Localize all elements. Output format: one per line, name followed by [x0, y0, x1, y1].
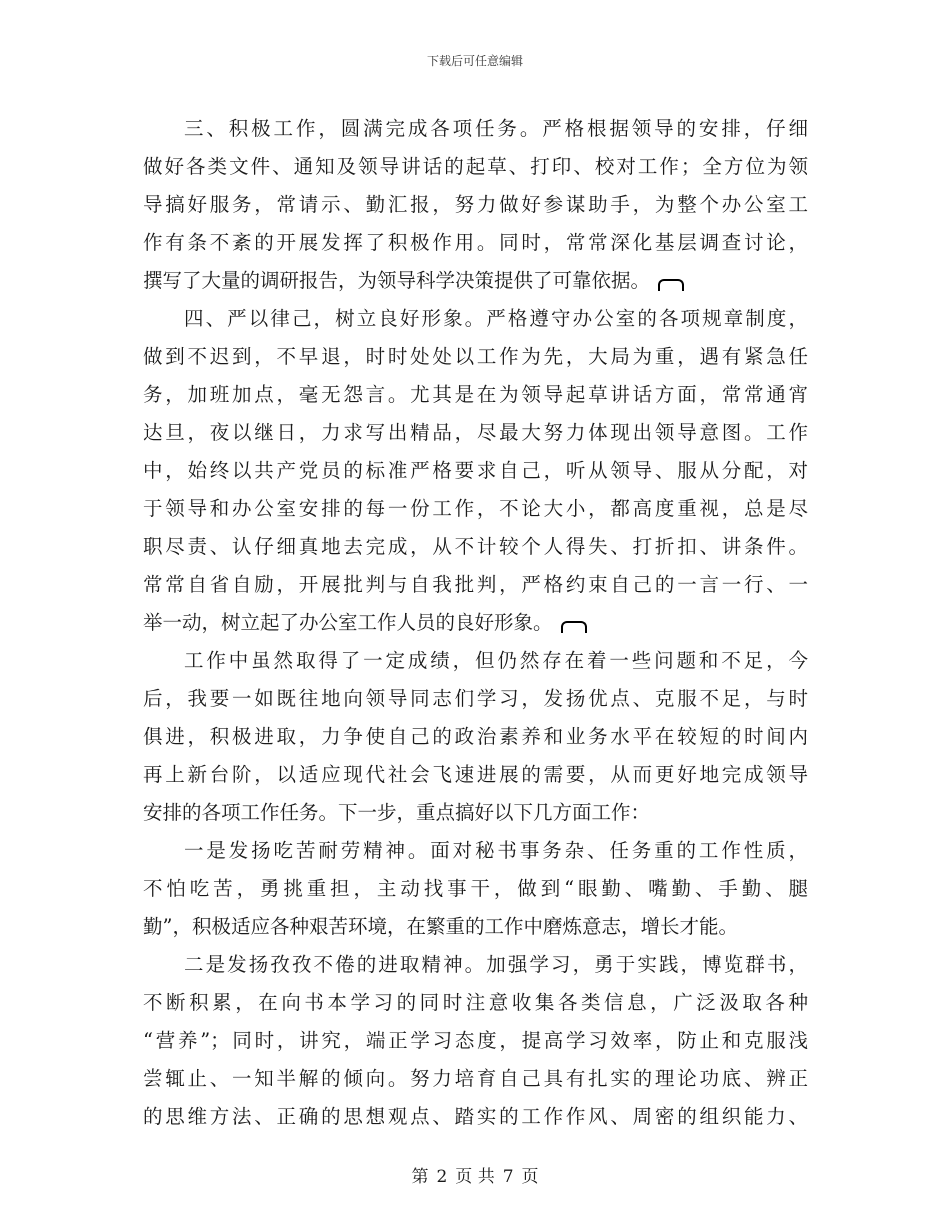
paragraph-mark-icon [658, 279, 684, 291]
text-line: “营养”；同时，讲究，端正学习态度，提高学习效率，防止和克服浅 [143, 1029, 808, 1052]
text-line-last [143, 604, 808, 642]
text-line: 的思维方法、正确的思想观点、踏实的工作作风、周密的组织能力、 [143, 1105, 808, 1128]
page-header: 下载后可任意编辑 [426, 54, 523, 68]
paragraph-5 [143, 946, 808, 1136]
document-body [143, 110, 808, 1136]
paragraph-1 [143, 110, 808, 300]
paragraph-4 [143, 832, 808, 946]
text-line: 俱进，积极进取，力争使自己的政治素养和业务水平在较短的时间内 [143, 725, 808, 748]
text-line: 于领导和办公室安排的每一份工作，不论大小，都高度重视，总是尽 [143, 497, 808, 520]
text-line: 尝辄止、一知半解的倾向。努力培育自己具有扎实的理论功底、辨正 [143, 1067, 808, 1090]
text-line: 务，加班加点，毫无怨言。尤其是在为领导起草讲话方面，常常通宵 [143, 383, 808, 406]
paragraph-3 [143, 642, 808, 832]
footer-page-number: 2 [436, 1167, 448, 1187]
text-line: 再上新台阶，以适应现代社会飞速进展的需要，从而更好地完成领导 [143, 763, 808, 786]
text-line: 后，我要一如既往地向领导同志们学习，发扬优点、克服不足，与时 [143, 687, 808, 710]
text-line: 作有条不紊的开展发挥了积极作用。同时，常常深化基层调查讨论， [143, 231, 808, 254]
page-footer [0, 1162, 950, 1187]
footer-prefix: 第 [411, 1167, 429, 1187]
text-line: 举一动，树立起了办公室工作人员的良好形象。 [143, 611, 553, 634]
text-line: 常常自省自励，开展批判与自我批判，严格约束自己的一言一行、一 [143, 573, 808, 596]
text-line: 不怕吃苦，勇挑重担，主动找事干，做到“眼勤、嘴勤、手勤、腿 [143, 877, 808, 900]
paragraph-mark-icon [561, 621, 587, 633]
text-line: 做好各类文件、通知及领导讲话的起草、打印、校对工作；全方位为领 [143, 155, 808, 178]
text-line: 撰写了大量的调研报告，为领导科学决策提供了可靠依据。 [143, 269, 651, 292]
footer-middle: 页 共 [455, 1167, 495, 1187]
text-line: 工作中虽然取得了一定成绩，但仍然存在着一些问题和不足，今 [184, 649, 808, 672]
text-line: 三、积极工作，圆满完成各项任务。严格根据领导的安排，仔细 [184, 117, 808, 140]
text-line: 二是发扬孜孜不倦的进取精神。加强学习，勇于实践，博览群书， [184, 953, 808, 976]
footer-total-pages: 7 [502, 1167, 514, 1187]
text-line: 勤”，积极适应各种艰苦环境，在繁重的工作中磨炼意志，增长才能。 [143, 915, 738, 938]
text-line: 不断积累，在向书本学习的同时注意收集各类信息，广泛汲取各种 [143, 991, 808, 1014]
text-line: 中，始终以共产党员的标准严格要求自己，听从领导、服从分配，对 [143, 459, 808, 482]
footer-suffix: 页 [521, 1167, 539, 1187]
text-line: 达旦，夜以继日，力求写出精品，尽最大努力体现出领导意图。工作 [143, 421, 808, 444]
text-line: 四、严以律己，树立良好形象。严格遵守办公室的各项规章制度， [184, 307, 808, 330]
text-line-last [143, 262, 808, 300]
text-line: 一是发扬吃苦耐劳精神。面对秘书事务杂、任务重的工作性质， [184, 839, 808, 862]
text-line: 职尽责、认仔细真地去完成，从不计较个人得失、打折扣、讲条件。 [143, 535, 808, 558]
text-line: 做到不迟到，不早退，时时处处以工作为先，大局为重，遇有紧急任 [143, 345, 808, 368]
paragraph-2 [143, 300, 808, 642]
text-line: 安排的各项工作任务。下一步，重点搞好以下几方面工作： [143, 801, 651, 824]
text-line: 导搞好服务，常请示、勤汇报，努力做好参谋助手，为整个办公室工 [143, 193, 808, 216]
